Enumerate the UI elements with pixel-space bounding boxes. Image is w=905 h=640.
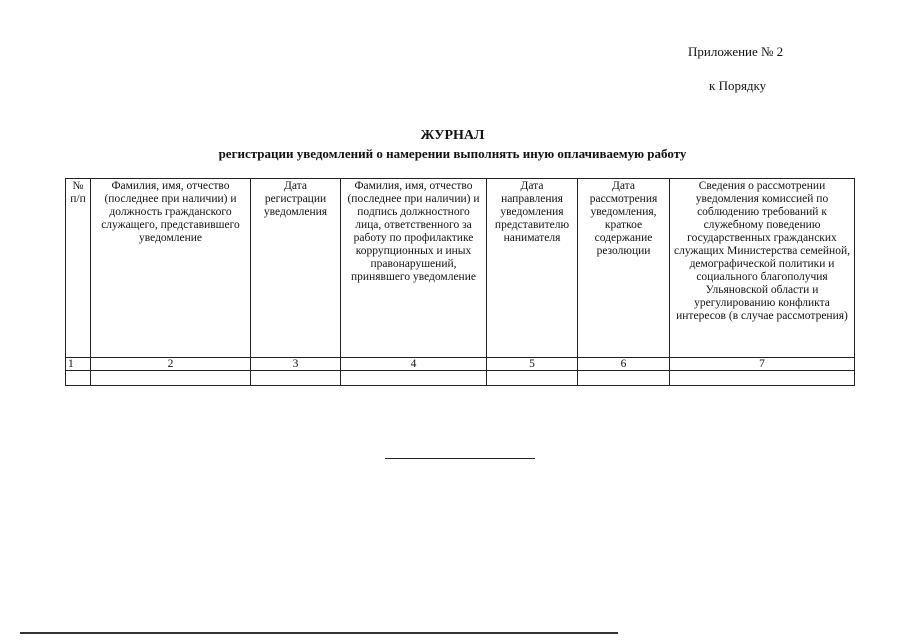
column-header-registration-date: Дата регистрации уведомления bbox=[251, 179, 341, 358]
column-number: 5 bbox=[487, 358, 578, 371]
column-number-row bbox=[66, 358, 855, 371]
table-cell bbox=[578, 371, 670, 386]
column-number: 4 bbox=[341, 358, 487, 371]
column-number: 7 bbox=[670, 358, 855, 371]
scan-edge-line bbox=[20, 632, 618, 634]
column-header-official: Фамилия, имя, отчество (последнее при наличии) и подпись должностного лица, ответственного за работу по профилактике коррупционных и иных правонарушений, принявшего уведомление bbox=[341, 179, 487, 358]
column-number: 6 bbox=[578, 358, 670, 371]
column-header-employee: Фамилия, имя, отчество (последнее при наличии) и должность гражданского служащего, представившего уведомление bbox=[91, 179, 251, 358]
empty-entry-row bbox=[66, 371, 855, 386]
table-cell bbox=[487, 371, 578, 386]
table-cell bbox=[251, 371, 341, 386]
document-subtitle: регистрации уведомлений о намерении выполнять иную оплачиваемую работу bbox=[218, 146, 687, 161]
column-header-commission-info: Сведения о рассмотрении уведомления комиссией по соблюдению требований к служебному поведению государственных гражданских служащих Министерства семейной, демографической политики и социального благополучия Ульяновской области и урегулированию конфликта интересов (в случае рассмотрения) bbox=[670, 179, 855, 358]
journal-table bbox=[65, 178, 855, 386]
column-number: 3 bbox=[251, 358, 341, 371]
table-cell bbox=[341, 371, 487, 386]
table-cell bbox=[91, 371, 251, 386]
column-header-number: № п/п bbox=[66, 179, 91, 358]
header-row bbox=[66, 179, 855, 358]
table-cell bbox=[670, 371, 855, 386]
column-number: 2 bbox=[91, 358, 251, 371]
table-cell bbox=[66, 371, 91, 386]
order-reference: к Порядку bbox=[709, 78, 767, 93]
closing-rule bbox=[385, 458, 535, 459]
column-number: 1 bbox=[66, 358, 91, 371]
column-header-review-date: Дата рассмотрения уведомления, краткое содержание резолюции bbox=[578, 179, 670, 358]
appendix-label: Приложение № 2 bbox=[688, 44, 784, 59]
column-header-sent-date: Дата направления уведомления представителю нанимателя bbox=[487, 179, 578, 358]
document-title: ЖУРНАЛ bbox=[420, 128, 485, 143]
